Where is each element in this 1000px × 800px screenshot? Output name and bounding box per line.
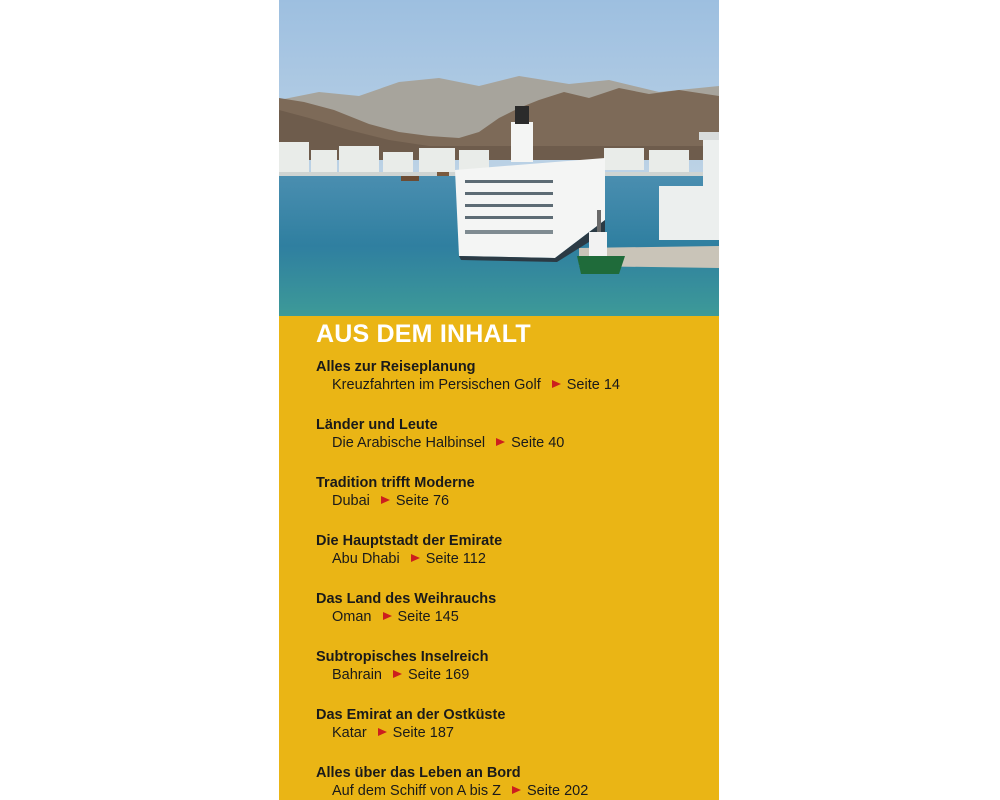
arrow-right-icon (393, 670, 402, 678)
table-of-contents (316, 358, 716, 800)
toc-entry-page: Seite 76 (395, 493, 450, 509)
toc-entry-subtitle: Kreuzfahrten im Persischen Golf (332, 377, 541, 393)
toc-entry-page: Seite 169 (407, 667, 470, 683)
toc-entry (316, 590, 716, 648)
arrow-right-icon (381, 496, 390, 504)
toc-entry-detail (316, 666, 716, 684)
toc-entry (316, 706, 716, 764)
arrow-right-icon (383, 612, 392, 620)
toc-entry-subtitle: Katar (332, 725, 367, 741)
arrow-right-icon (411, 554, 420, 562)
toc-entry-title: Das Land des Weihrauchs (316, 591, 497, 607)
toc-entry-page: Seite 202 (527, 783, 589, 799)
toc-entry-detail (316, 782, 716, 800)
toc-entry (316, 474, 716, 532)
arrow-right-icon (552, 380, 561, 388)
toc-entry-title: Länder und Leute (316, 417, 438, 433)
toc-entry-subtitle: Die Arabische Halbinsel (332, 435, 486, 451)
toc-entry-detail (316, 550, 716, 568)
toc-entry-page: Seite 187 (392, 725, 454, 741)
toc-entry-title: Alles über das Leben an Bord (316, 765, 521, 781)
toc-entry-detail (316, 492, 716, 510)
toc-entry-title: Alles zur Reiseplanung (316, 359, 476, 375)
toc-entry-page: Seite 145 (397, 609, 459, 625)
toc-entry (316, 764, 716, 800)
toc-entry-page: Seite 112 (425, 551, 486, 567)
arrow-right-icon (496, 438, 505, 446)
toc-entry-page: Seite 14 (566, 377, 620, 393)
cruise-ship-harbor-photo (279, 0, 719, 316)
book-page (279, 0, 719, 800)
toc-entry (316, 416, 716, 474)
toc-entry-subtitle: Abu Dhabi (332, 551, 400, 567)
contents-heading: AUS DEM INHALT (316, 320, 531, 348)
toc-entry-subtitle: Bahrain (332, 667, 382, 683)
arrow-right-icon (378, 728, 387, 736)
toc-entry-page: Seite 40 (511, 435, 565, 451)
toc-entry-detail (316, 376, 716, 394)
contents-panel (279, 316, 719, 800)
toc-entry-subtitle: Dubai (332, 493, 370, 509)
toc-entry (316, 648, 716, 706)
toc-entry-subtitle: Oman (332, 609, 372, 625)
toc-entry (316, 358, 716, 416)
toc-entry-detail (316, 434, 716, 452)
toc-entry-subtitle: Auf dem Schiff von A bis Z (332, 783, 501, 799)
toc-entry-title: Subtropisches Inselreich (316, 649, 489, 665)
toc-entry-title: Die Hauptstadt der Emirate (316, 533, 503, 549)
arrow-right-icon (512, 786, 521, 794)
toc-entry-title: Das Emirat an der Ostküste (316, 707, 506, 723)
toc-entry-detail (316, 608, 716, 626)
toc-entry (316, 532, 716, 590)
toc-entry-title: Tradition trifft Moderne (316, 475, 475, 491)
toc-entry-detail (316, 724, 716, 742)
